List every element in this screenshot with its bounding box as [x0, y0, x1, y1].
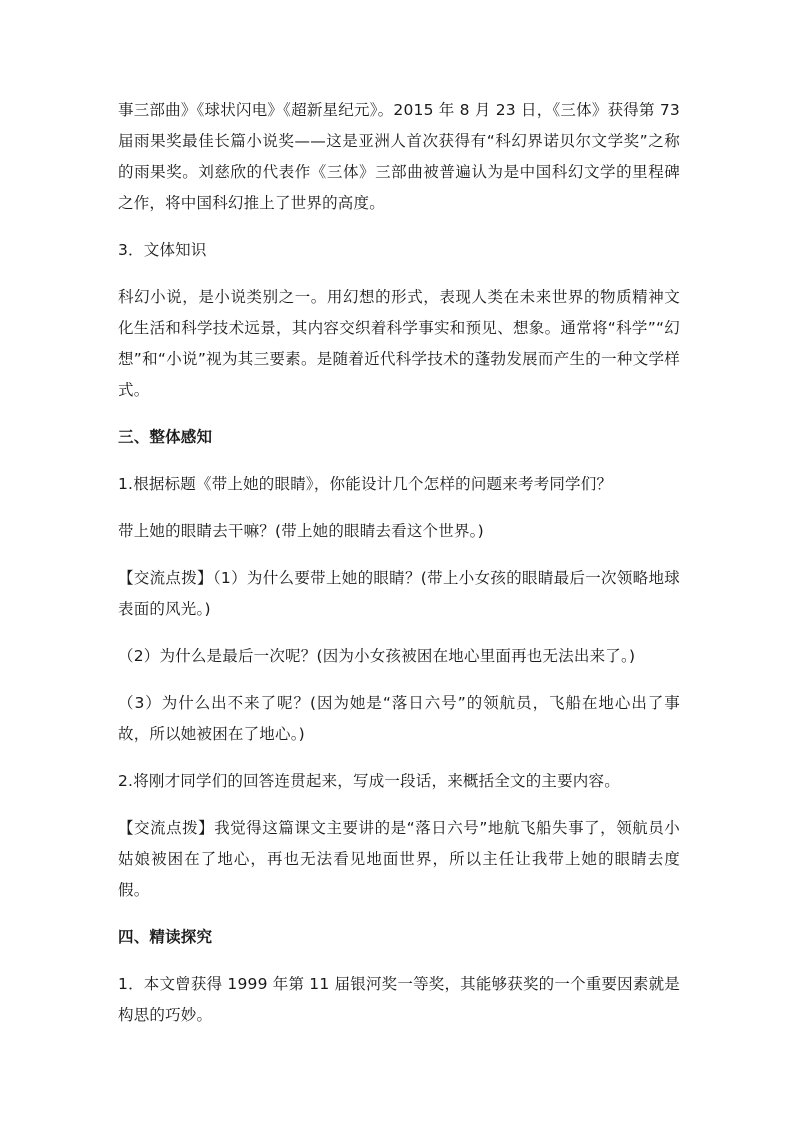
document-body — [118, 95, 680, 1047]
discussion-point-1: 【交流点拨】（1）为什么要带上她的眼睛？(带上小女孩的眼睛最后一次领略地球表面的风光。) — [118, 569, 680, 618]
discussion-point-2: （2）为什么是最后一次呢？(因为小女孩被困在地心里面再也无法出来了。) — [118, 647, 636, 665]
question-2: 2.将刚才同学们的回答连贯起来，写成一段话，来概括全文的主要内容。 — [118, 772, 620, 790]
sci-fi-definition-paragraph: 科幻小说，是小说类别之一。用幻想的形式，表现人类在未来世界的物质精神文化生活和科学技术远景，其内容交织着科学事实和预见、想象。通常将“科学”“幻想”和“小说”视为其三要素。是随着近代科学技术的蓬勃发展而产生的一种文学样式。 — [118, 288, 680, 399]
question-1-answer: 带上她的眼睛去干嘛？(带上她的眼睛去看这个世界。) — [118, 522, 484, 540]
discussion-point-3: （3）为什么出不来了呢？(因为她是“落日六号”的领航员，飞船在地心出了事故，所以她被困在了地心。) — [118, 694, 680, 743]
question-1: 1.根据标题《带上她的眼睛》，你能设计几个怎样的问题来考考同学们？ — [118, 475, 613, 493]
discussion-summary: 【交流点拨】我觉得这篇课文主要讲的是“落日六号”地航飞船失事了，领航员小姑娘被困在了地心，再也无法看见地面世界，所以主任让我带上她的眼睛去度假。 — [118, 819, 680, 899]
genre-knowledge-heading: 3．文体知识 — [118, 241, 207, 259]
close-reading-question-1: 1．本文曾获得 1999 年第 11 届银河奖一等奖，其能够获奖的一个重要因素就是构思的巧妙。 — [118, 975, 680, 1024]
author-works-paragraph: 事三部曲》《球状闪电》《超新星纪元》。2015 年 8 月 23 日，《三体》获得第 73 届雨果奖最佳长篇小说奖——这是亚洲人首次获得有“科幻界诺贝尔文学奖”之称的雨果奖。刘慈欣的代表作《三体》三部曲被普遍认为是中国科幻文学的里程碑之作，将中国科幻推上了世界的高度。 — [118, 101, 680, 212]
section-heading-overall-perception: 三、整体感知 — [118, 428, 213, 446]
section-heading-close-reading: 四、精读探究 — [118, 928, 213, 946]
